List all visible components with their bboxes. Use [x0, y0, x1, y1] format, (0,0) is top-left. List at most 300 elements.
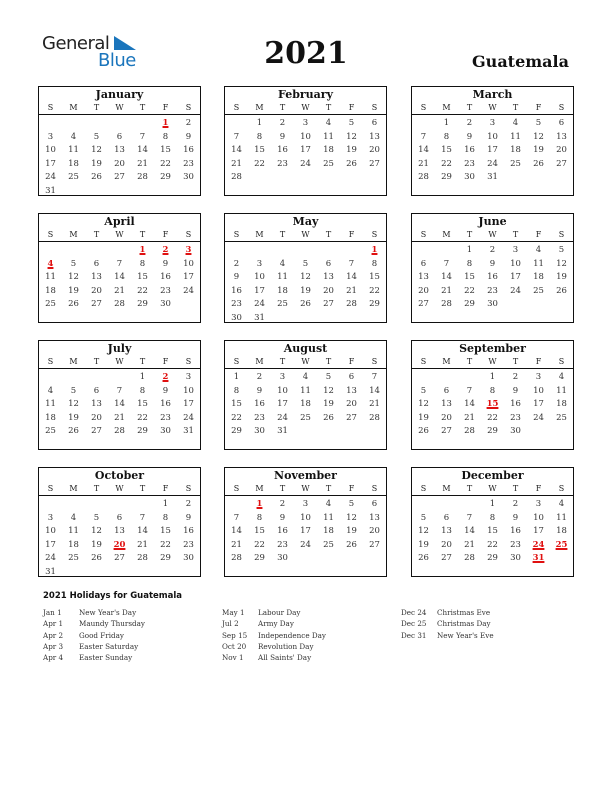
day-cell: 17: [487, 145, 498, 155]
day-cell: 19: [346, 526, 357, 536]
day-grid: [39, 242, 200, 312]
month-april: [38, 213, 201, 323]
weekday-label: M: [69, 230, 78, 239]
day-cell: 10: [183, 258, 194, 269]
day-cell: 8: [233, 385, 240, 396]
day-cell: 5: [420, 385, 427, 396]
empty-cell: [85, 244, 108, 258]
day-cell: 6: [325, 258, 332, 269]
day-cell: 22: [369, 285, 380, 296]
day-cell: 25: [556, 412, 567, 423]
day-cell: 31: [487, 172, 498, 182]
holiday-day-cell: 24: [532, 539, 545, 550]
day-cell: 4: [535, 245, 542, 255]
day-cell: 17: [300, 145, 311, 155]
day-cell: 18: [68, 539, 79, 550]
day-cell: 14: [369, 385, 380, 396]
day-cell: 20: [346, 399, 357, 409]
day-grid: [412, 242, 573, 312]
day-cell: 26: [68, 299, 79, 309]
weekday-label: T: [466, 103, 473, 112]
day-cell: 2: [256, 372, 263, 382]
weekday-label: W: [488, 484, 497, 493]
day-cell: 5: [93, 512, 100, 523]
day-grid: [412, 115, 573, 185]
day-cell: 14: [346, 272, 357, 282]
day-cell: 8: [256, 512, 263, 523]
day-cell: 26: [91, 172, 102, 182]
day-cell: 5: [70, 258, 77, 269]
day-cell: 5: [302, 258, 309, 269]
day-cell: 2: [466, 118, 473, 128]
month-title: December: [461, 469, 524, 482]
day-cell: 16: [254, 399, 265, 409]
weekday-label: T: [512, 357, 519, 366]
holiday-row: [43, 652, 145, 663]
empty-cell: [108, 117, 131, 131]
day-cell: 9: [162, 385, 169, 396]
weekday-label: F: [348, 484, 355, 493]
day-cell: 2: [279, 499, 286, 509]
day-cell: 12: [556, 258, 567, 269]
weekday-label: T: [512, 484, 519, 493]
day-cell: 6: [371, 499, 378, 509]
day-cell: 29: [137, 299, 148, 309]
day-cell: 23: [277, 158, 288, 169]
month-march: [411, 86, 574, 196]
day-cell: 21: [369, 399, 380, 409]
day-cell: 12: [300, 272, 311, 282]
day-cell: 19: [346, 145, 357, 155]
day-cell: 16: [231, 285, 242, 296]
day-cell: 18: [533, 272, 544, 282]
day-cell: 11: [556, 512, 567, 523]
day-cell: 17: [254, 285, 265, 296]
day-cell: 17: [510, 272, 521, 282]
holiday-date: Jan 1: [43, 608, 62, 617]
day-cell: 20: [556, 145, 567, 155]
weekday-label: W: [115, 230, 124, 239]
day-cell: 6: [93, 385, 100, 396]
day-cell: 10: [45, 145, 56, 155]
holiday-date: Nov 1: [222, 653, 244, 663]
day-cell: 30: [487, 299, 498, 309]
weekday-label: T: [325, 484, 332, 493]
day-cell: 24: [510, 285, 521, 296]
day-cell: 21: [137, 539, 148, 550]
day-cell: 14: [464, 399, 475, 409]
day-grid: [412, 369, 573, 439]
empty-cell: [317, 244, 340, 258]
holiday-day-cell: 2: [162, 245, 169, 255]
weekday-label: T: [93, 484, 100, 493]
day-cell: 8: [139, 258, 146, 269]
day-cell: 24: [300, 539, 311, 550]
month-may: [224, 213, 387, 323]
day-cell: 30: [254, 426, 265, 436]
day-cell: 4: [325, 118, 332, 128]
empty-cell: [108, 244, 131, 258]
day-cell: 4: [47, 385, 54, 396]
day-cell: 7: [139, 131, 146, 142]
day-cell: 19: [68, 412, 79, 423]
holiday-day-cell: 31: [532, 553, 545, 563]
empty-cell: [225, 117, 248, 131]
day-cell: 27: [556, 158, 567, 169]
weekday-header: [412, 102, 573, 115]
day-cell: 3: [47, 131, 54, 142]
day-cell: 2: [512, 372, 519, 382]
day-cell: 31: [45, 566, 56, 577]
day-cell: 30: [160, 299, 171, 309]
day-cell: 19: [418, 412, 429, 423]
day-cell: 15: [254, 145, 265, 155]
day-cell: 24: [487, 158, 498, 169]
logo-text-blue: Blue: [98, 50, 136, 71]
day-cell: 9: [279, 512, 286, 523]
day-cell: 17: [300, 526, 311, 536]
holidays-column: [401, 607, 494, 641]
day-cell: 10: [254, 272, 265, 282]
weekday-header: [225, 356, 386, 369]
day-cell: 15: [369, 272, 380, 282]
month-title: September: [459, 342, 526, 355]
weekday-label: S: [371, 230, 378, 239]
day-cell: 28: [346, 299, 357, 309]
holiday-row: [401, 630, 494, 641]
day-cell: 12: [68, 399, 79, 409]
weekday-label: S: [233, 357, 240, 366]
holiday-name: Labour Day: [258, 608, 301, 617]
day-cell: 17: [45, 539, 56, 550]
day-cell: 5: [558, 245, 565, 255]
month-july: [38, 340, 201, 450]
weekday-label: W: [488, 230, 497, 239]
day-cell: 6: [93, 258, 100, 269]
weekday-label: S: [47, 103, 54, 112]
day-cell: 7: [443, 258, 450, 269]
day-cell: 30: [510, 426, 521, 436]
day-cell: 3: [535, 499, 542, 509]
holiday-row: [401, 607, 494, 618]
day-cell: 15: [160, 145, 171, 155]
day-cell: 20: [114, 158, 125, 169]
day-cell: 15: [231, 399, 242, 409]
month-title: January: [95, 88, 144, 101]
day-cell: 23: [231, 299, 242, 309]
month-august: [224, 340, 387, 450]
day-cell: 20: [369, 526, 380, 536]
weekday-label: S: [420, 484, 427, 493]
day-cell: 4: [558, 499, 565, 509]
day-cell: 24: [254, 299, 265, 309]
day-cell: 4: [302, 372, 309, 382]
day-cell: 7: [420, 131, 427, 142]
day-cell: 26: [300, 299, 311, 309]
day-cell: 15: [487, 526, 498, 536]
empty-cell: [412, 371, 435, 385]
day-cell: 23: [464, 158, 475, 169]
day-cell: 4: [558, 372, 565, 382]
weekday-header: [225, 483, 386, 496]
weekday-header: [39, 356, 200, 369]
day-cell: 19: [300, 285, 311, 296]
day-cell: 4: [325, 499, 332, 509]
day-cell: 4: [70, 512, 77, 523]
day-cell: 28: [137, 553, 148, 563]
empty-cell: [131, 498, 154, 512]
day-cell: 14: [231, 145, 242, 155]
day-cell: 29: [137, 426, 148, 436]
day-cell: 7: [116, 385, 123, 396]
month-november: [224, 467, 387, 577]
day-cell: 19: [533, 145, 544, 155]
weekday-label: T: [325, 357, 332, 366]
day-cell: 6: [420, 258, 427, 269]
day-cell: 18: [68, 158, 79, 169]
weekday-label: F: [348, 230, 355, 239]
holiday-date: Apr 1: [43, 619, 64, 629]
empty-cell: [412, 117, 435, 131]
weekday-label: T: [466, 357, 473, 366]
day-cell: 24: [533, 412, 544, 423]
holiday-row: [43, 607, 145, 618]
day-grid: [225, 496, 386, 566]
logo-text-general: General: [42, 33, 110, 54]
day-cell: 9: [185, 512, 192, 523]
month-june: [411, 213, 574, 323]
day-cell: 14: [231, 526, 242, 536]
weekday-label: F: [535, 103, 542, 112]
weekday-label: M: [69, 103, 78, 112]
day-cell: 18: [556, 526, 567, 536]
empty-cell: [412, 498, 435, 512]
weekday-label: S: [185, 484, 192, 493]
day-cell: 6: [443, 512, 450, 523]
day-cell: 29: [160, 172, 171, 182]
day-cell: 18: [45, 285, 56, 296]
holidays-column: [222, 607, 326, 663]
weekday-label: S: [185, 103, 192, 112]
empty-cell: [108, 498, 131, 512]
day-cell: 10: [300, 512, 311, 523]
weekday-label: S: [558, 103, 565, 112]
day-cell: 27: [346, 412, 357, 423]
empty-cell: [131, 117, 154, 131]
day-cell: 4: [279, 258, 286, 269]
day-cell: 3: [279, 372, 286, 382]
weekday-label: T: [139, 103, 146, 112]
day-cell: 3: [489, 118, 496, 128]
day-cell: 14: [464, 526, 475, 536]
day-cell: 23: [277, 539, 288, 550]
day-cell: 21: [231, 539, 242, 550]
weekday-label: W: [115, 484, 124, 493]
day-grid: [39, 496, 200, 579]
empty-cell: [85, 371, 108, 385]
day-cell: 22: [254, 539, 265, 550]
day-cell: 16: [487, 272, 498, 282]
day-cell: 23: [510, 412, 521, 423]
day-cell: 11: [323, 512, 334, 523]
day-cell: 30: [183, 553, 194, 563]
month-title: October: [94, 469, 145, 482]
month-september: [411, 340, 574, 450]
month-december: [411, 467, 574, 577]
day-cell: 11: [533, 258, 544, 269]
weekday-label: T: [325, 230, 332, 239]
weekday-label: T: [279, 357, 286, 366]
day-cell: 27: [441, 553, 452, 563]
holiday-date: Dec 25: [401, 619, 427, 629]
weekday-label: M: [255, 484, 264, 493]
day-cell: 12: [346, 131, 357, 142]
weekday-label: F: [162, 103, 169, 112]
day-cell: 30: [277, 553, 288, 563]
day-cell: 29: [231, 426, 242, 436]
day-cell: 21: [137, 158, 148, 169]
day-cell: 4: [512, 118, 519, 128]
day-cell: 21: [231, 158, 242, 169]
day-cell: 26: [418, 426, 429, 436]
day-cell: 20: [418, 285, 429, 296]
weekday-label: T: [139, 357, 146, 366]
day-cell: 7: [233, 512, 240, 523]
day-cell: 7: [466, 385, 473, 396]
day-cell: 22: [487, 539, 498, 550]
day-cell: 14: [114, 272, 125, 282]
day-cell: 24: [277, 412, 288, 423]
day-cell: 21: [346, 285, 357, 296]
weekday-header: [412, 483, 573, 496]
day-cell: 25: [533, 285, 544, 296]
weekday-label: F: [162, 484, 169, 493]
day-cell: 18: [323, 526, 334, 536]
day-cell: 17: [45, 158, 56, 169]
day-cell: 7: [466, 512, 473, 523]
weekday-label: M: [69, 357, 78, 366]
day-cell: 3: [535, 372, 542, 382]
weekday-label: W: [301, 484, 310, 493]
day-cell: 6: [443, 385, 450, 396]
day-cell: 30: [231, 312, 242, 323]
day-cell: 30: [464, 172, 475, 182]
holiday-name: Christmas Eve: [437, 608, 491, 617]
day-cell: 26: [556, 285, 567, 296]
holiday-day-cell: 25: [555, 539, 568, 550]
empty-cell: [340, 244, 363, 258]
day-cell: 8: [256, 131, 263, 142]
day-cell: 18: [323, 145, 334, 155]
day-cell: 8: [466, 258, 473, 269]
day-cell: 7: [371, 372, 378, 382]
weekday-label: S: [233, 484, 240, 493]
day-cell: 17: [533, 399, 544, 409]
month-october: [38, 467, 201, 577]
empty-cell: [248, 244, 271, 258]
day-cell: 1: [256, 118, 263, 128]
day-cell: 5: [348, 499, 355, 509]
day-cell: 29: [487, 553, 498, 563]
weekday-label: S: [371, 484, 378, 493]
day-cell: 2: [185, 118, 192, 128]
day-cell: 1: [489, 372, 496, 382]
day-cell: 28: [114, 426, 125, 436]
day-cell: 25: [323, 158, 334, 169]
day-cell: 9: [162, 258, 169, 269]
day-cell: 19: [556, 272, 567, 282]
day-cell: 16: [160, 399, 171, 409]
day-cell: 10: [533, 385, 544, 396]
day-cell: 1: [139, 372, 146, 382]
day-cell: 26: [68, 426, 79, 436]
empty-cell: [85, 117, 108, 131]
day-cell: 15: [254, 526, 265, 536]
day-cell: 25: [68, 553, 79, 563]
day-cell: 26: [91, 553, 102, 563]
day-cell: 30: [160, 426, 171, 436]
day-cell: 27: [91, 299, 102, 309]
day-cell: 5: [93, 131, 100, 142]
day-cell: 12: [533, 131, 544, 142]
weekday-header: [39, 483, 200, 496]
holidays-title: 2021 Holidays for Guatemala: [43, 591, 183, 601]
day-cell: 9: [256, 385, 263, 396]
day-cell: 7: [348, 258, 355, 269]
weekday-label: F: [535, 484, 542, 493]
weekday-label: S: [371, 357, 378, 366]
empty-cell: [39, 371, 62, 385]
day-cell: 17: [183, 399, 194, 409]
weekday-label: S: [420, 357, 427, 366]
empty-cell: [271, 244, 294, 258]
day-grid: [39, 115, 200, 198]
weekday-label: W: [488, 103, 497, 112]
day-cell: 31: [277, 426, 288, 436]
day-cell: 1: [443, 118, 450, 128]
empty-cell: [39, 244, 62, 258]
day-cell: 11: [323, 131, 334, 142]
day-cell: 31: [254, 312, 265, 323]
day-cell: 10: [487, 131, 498, 142]
day-cell: 15: [160, 526, 171, 536]
day-cell: 21: [464, 412, 475, 423]
holiday-day-cell: 4: [47, 258, 54, 269]
day-cell: 12: [323, 385, 334, 396]
day-cell: 19: [68, 285, 79, 296]
weekday-header: [225, 229, 386, 242]
holiday-date: Sep 15: [222, 630, 248, 640]
weekday-label: M: [442, 230, 451, 239]
day-cell: 29: [487, 426, 498, 436]
weekday-label: S: [420, 103, 427, 112]
day-cell: 28: [137, 172, 148, 182]
weekday-label: S: [185, 357, 192, 366]
month-february: [224, 86, 387, 196]
weekday-label: M: [442, 103, 451, 112]
weekday-label: W: [115, 357, 124, 366]
day-cell: 15: [137, 272, 148, 282]
day-cell: 25: [510, 158, 521, 169]
day-cell: 10: [300, 131, 311, 142]
day-cell: 25: [45, 299, 56, 309]
empty-cell: [225, 244, 248, 258]
weekday-label: F: [162, 357, 169, 366]
day-cell: 29: [441, 172, 452, 182]
day-cell: 1: [466, 245, 473, 255]
weekday-header: [412, 229, 573, 242]
weekday-label: W: [301, 357, 310, 366]
